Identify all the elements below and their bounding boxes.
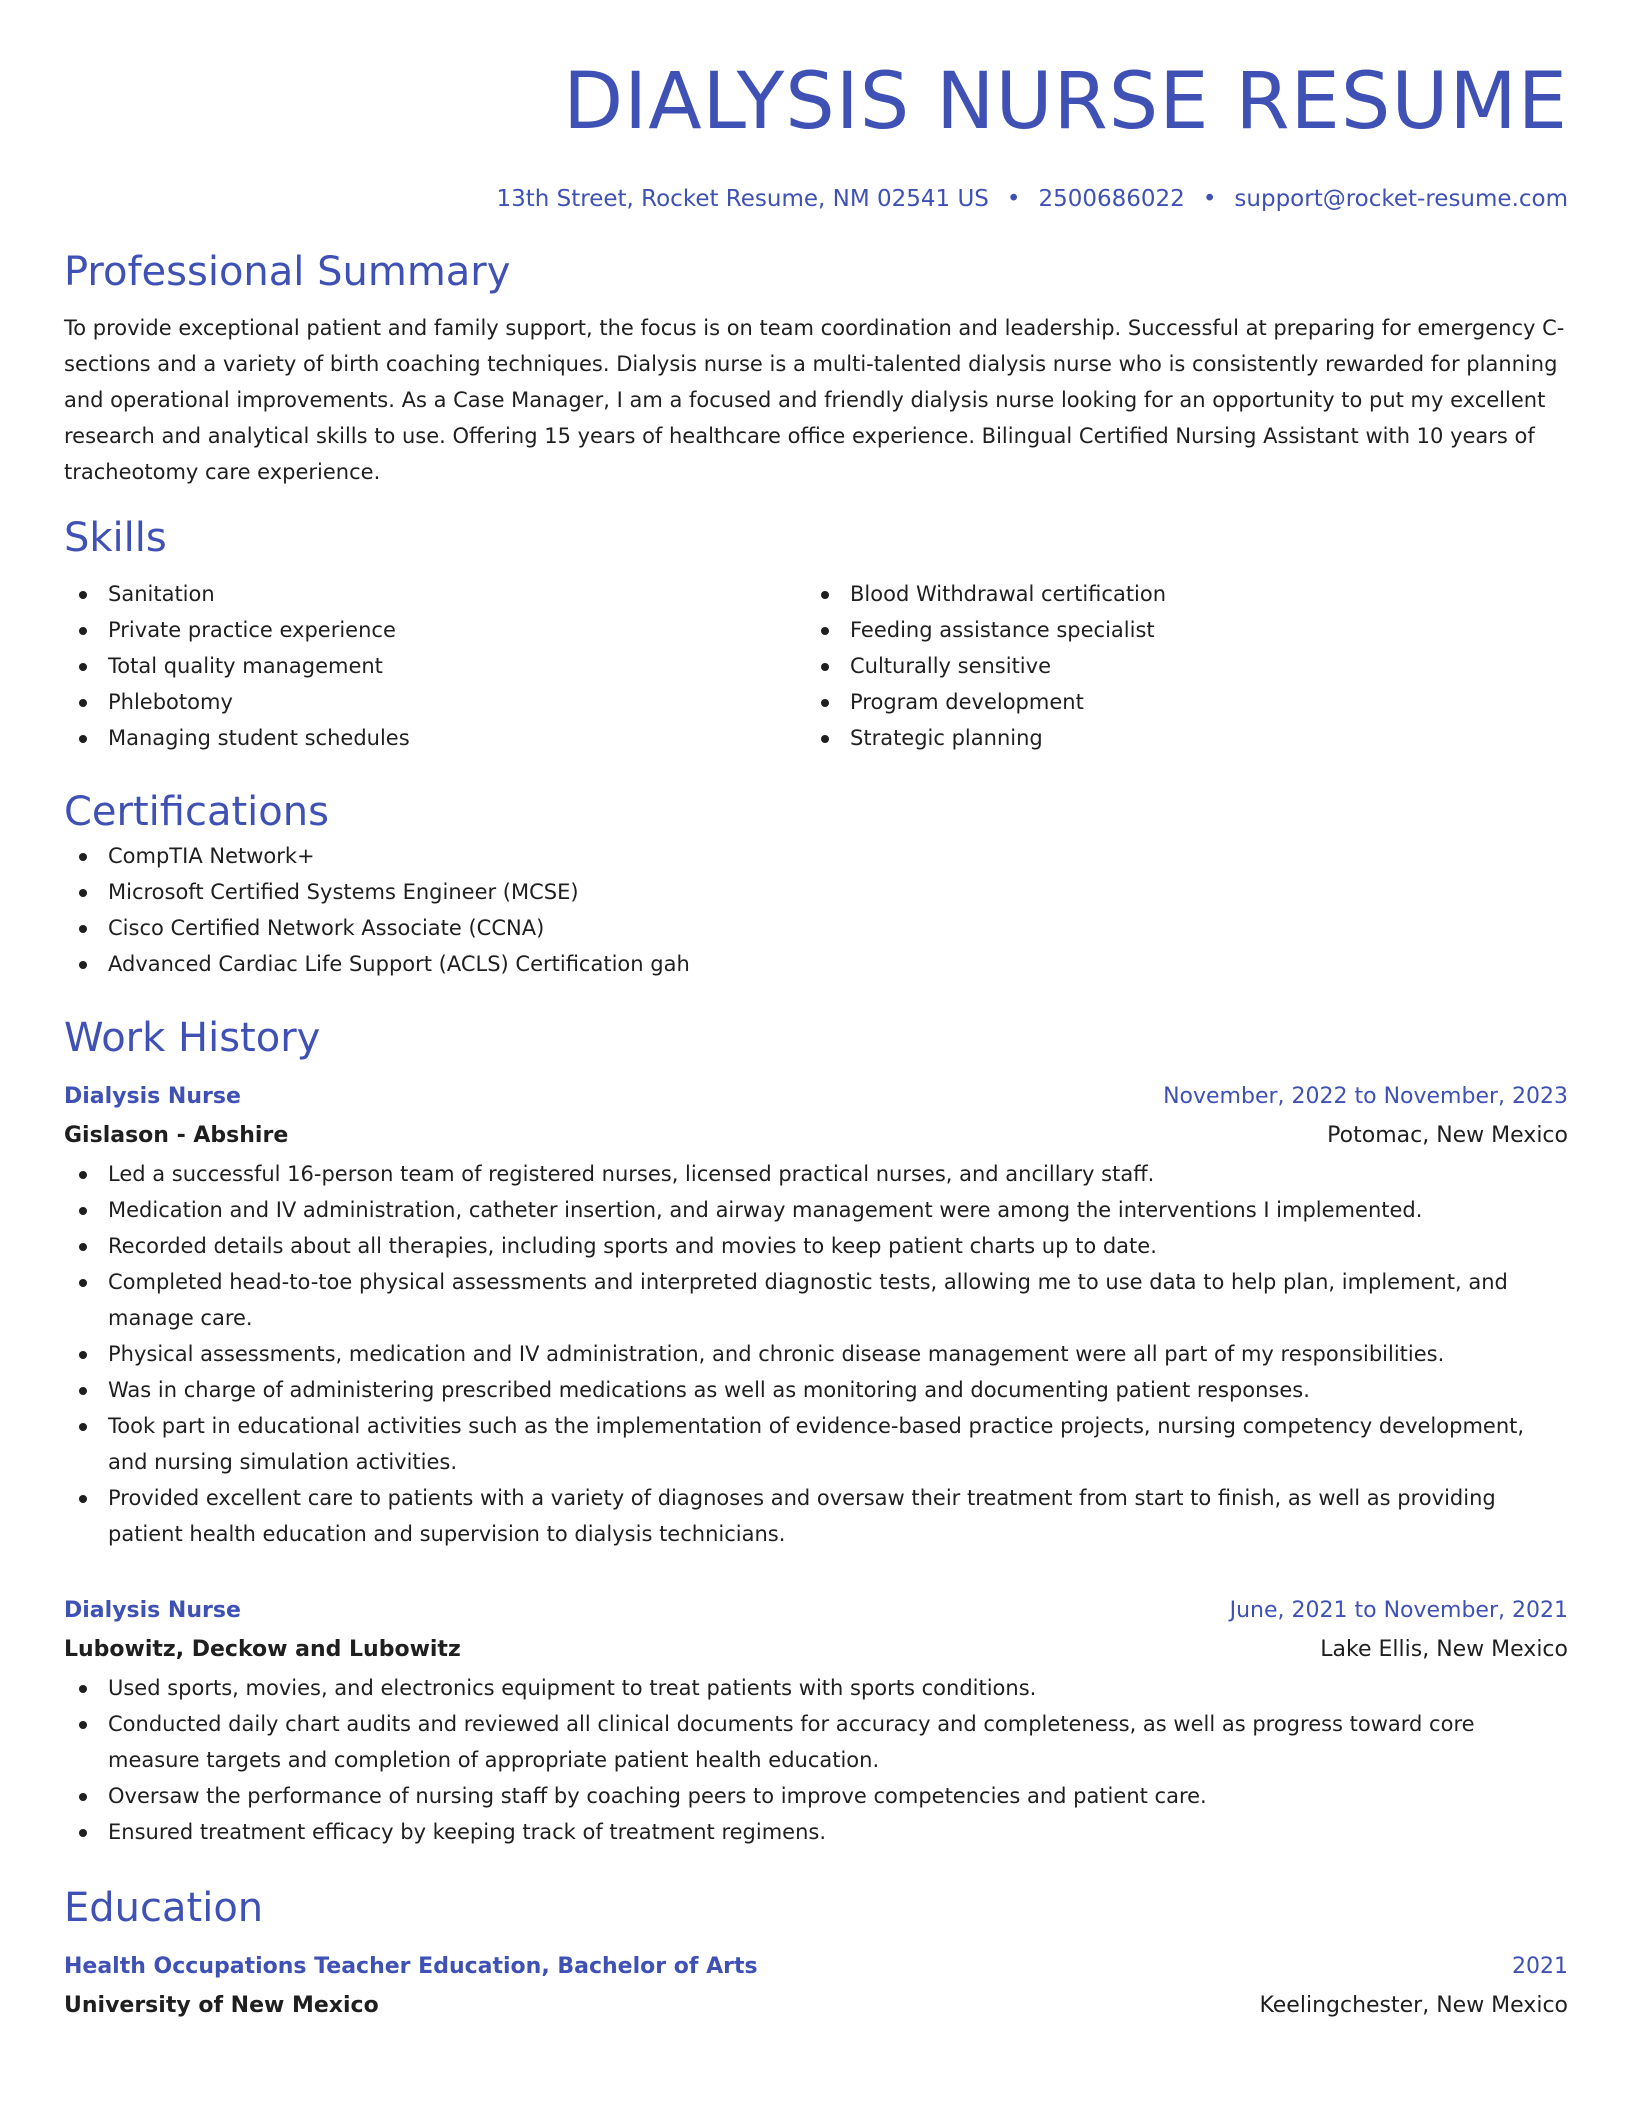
job-dates: June, 2021 to November, 2021: [1229, 1598, 1568, 1623]
skill-text: Feeding assistance specialist: [850, 618, 1155, 642]
bullet-icon: [79, 889, 87, 897]
list-item: [64, 1706, 1568, 1778]
skill-text: Culturally sensitive: [850, 654, 1051, 678]
list-item: [64, 910, 1568, 946]
bullet-icon: [79, 1351, 87, 1359]
bullet-icon: [79, 853, 87, 861]
contact-line: [64, 182, 1568, 216]
bullet-icon: [821, 699, 829, 707]
education-degree: Health Occupations Teacher Education, Bachelor of Arts: [64, 1954, 758, 1979]
list-item: [64, 838, 1568, 874]
skill-text: Total quality management: [108, 654, 383, 678]
certifications-list: [64, 838, 1568, 982]
resume-page: [64, 0, 1568, 2026]
list-item: [64, 1192, 1568, 1228]
skill-text: Private practice experience: [108, 618, 396, 642]
certification-text: Advanced Cardiac Life Support (ACLS) Certification gah: [108, 952, 690, 976]
summary-text: To provide exceptional patient and family support, the focus is on team coordination and leadership. Successful at preparing for emergency C-sections and a variety of birth coaching techniques. Dialysis nurse is a multi-talented dialysis nurse who is consistently rewarded for planning and operational improvements. As a Case Manager, I am a focused and friendly dialysis nurse looking for an opportunity to put my excellent research and analytical skills to use. Offering 15 years of healthcare office experience. Bilingual Certified Nursing Assistant with 10 years of tracheotomy care experience.: [64, 316, 1565, 484]
bullet-icon: [79, 1279, 87, 1287]
contact-separator: •: [1202, 186, 1217, 212]
bullet-icon: [821, 627, 829, 635]
bullet-icon: [79, 1829, 87, 1837]
certifications-heading: Certifications: [64, 789, 329, 835]
job-entry: [64, 1078, 1568, 1552]
address-text: 13th Street, Rocket Resume, NM 02541 US: [496, 186, 989, 212]
skills-columns: [64, 576, 1568, 756]
bullet-icon: [79, 663, 87, 671]
phone-text: 2500686022: [1038, 186, 1185, 212]
skill-text: Strategic planning: [850, 726, 1043, 750]
skill-text: Program development: [850, 690, 1084, 714]
bullet-icon: [79, 1495, 87, 1503]
duty-text: Recorded details about all therapies, including sports and movies to keep patient charts up to date.: [108, 1234, 1157, 1258]
job-location: Potomac, New Mexico: [1327, 1123, 1568, 1148]
list-item: [64, 1814, 1568, 1850]
education-heading: Education: [64, 1885, 264, 1931]
list-item: [64, 684, 806, 720]
bullet-icon: [79, 961, 87, 969]
duty-text: Was in charge of administering prescribed medications as well as monitoring and documenting patient responses.: [108, 1378, 1310, 1402]
list-item: [64, 946, 1568, 982]
list-item: [64, 648, 806, 684]
education-school-row: [64, 1986, 1568, 2026]
duty-text: Led a successful 16-person team of registered nurses, licensed practical nurses, and ancillary staff.: [108, 1162, 1155, 1186]
bullet-icon: [79, 1423, 87, 1431]
list-item: [64, 576, 806, 612]
job-dates: November, 2022 to November, 2023: [1163, 1084, 1568, 1109]
skills-heading: Skills: [64, 515, 167, 561]
duty-text: Oversaw the performance of nursing staff by coaching peers to improve competencies and patient care.: [108, 1784, 1207, 1808]
bullet-icon: [79, 1387, 87, 1395]
education-degree-row: [64, 1948, 1568, 1986]
list-item: [64, 612, 806, 648]
duty-text: Took part in educational activities such as the implementation of evidence-based practice projects, nursing competency development, and nursing simulation activities.: [108, 1414, 1525, 1474]
bullet-icon: [79, 591, 87, 599]
list-item: [64, 1372, 1568, 1408]
list-item: [806, 576, 1548, 612]
education-location: Keelingchester, New Mexico: [1259, 1993, 1568, 2018]
duty-text: Medication and IV administration, catheter insertion, and airway management were among the interventions I implemented.: [108, 1198, 1423, 1222]
job-title-row: [64, 1078, 1568, 1116]
email-text: support@rocket-resume.com: [1234, 186, 1568, 212]
skill-text: Phlebotomy: [108, 690, 233, 714]
job-location: Lake Ellis, New Mexico: [1320, 1637, 1568, 1662]
skills-list-right: [806, 576, 1548, 756]
bullet-icon: [79, 699, 87, 707]
education-year: 2021: [1512, 1954, 1568, 1979]
list-item: [64, 1336, 1568, 1372]
page-title: DIALYSIS NURSE RESUME: [563, 57, 1568, 147]
education-entry: [64, 1948, 1568, 2026]
bullet-icon: [79, 1793, 87, 1801]
certification-text: Microsoft Certified Systems Engineer (MCSE): [108, 880, 579, 904]
list-item: [64, 1228, 1568, 1264]
list-item: [64, 1670, 1568, 1706]
duty-text: Physical assessments, medication and IV administration, and chronic disease management were all part of my responsibilities.: [108, 1342, 1445, 1366]
list-item: [64, 1408, 1568, 1480]
job-company: Lubowitz, Deckow and Lubowitz: [64, 1637, 461, 1662]
list-item: [64, 874, 1568, 910]
skill-text: Managing student schedules: [108, 726, 410, 750]
certification-text: Cisco Certified Network Associate (CCNA): [108, 916, 545, 940]
work-history-heading: Work History: [64, 1015, 321, 1061]
job-entry: [64, 1592, 1568, 1850]
summary-heading: Professional Summary: [64, 249, 511, 295]
job-title: Dialysis Nurse: [64, 1598, 241, 1623]
list-item: [806, 612, 1548, 648]
bullet-icon: [79, 1685, 87, 1693]
list-item: [64, 1156, 1568, 1192]
education-school: University of New Mexico: [64, 1993, 379, 2018]
bullet-icon: [821, 663, 829, 671]
list-item: [64, 1778, 1568, 1814]
duty-text: Completed head-to-toe physical assessments and interpreted diagnostic tests, allowing me to use data to help plan, implement, and manage care.: [108, 1270, 1508, 1330]
job-company-row: [64, 1116, 1568, 1156]
skill-text: Sanitation: [108, 582, 215, 606]
job-title: Dialysis Nurse: [64, 1084, 241, 1109]
skills-column-left: [64, 576, 806, 756]
bullet-icon: [79, 1243, 87, 1251]
job-company: Gislason - Abshire: [64, 1123, 289, 1148]
bullet-icon: [79, 1207, 87, 1215]
list-item: [806, 720, 1548, 756]
list-item: [64, 1264, 1568, 1336]
bullet-icon: [79, 1721, 87, 1729]
bullet-icon: [79, 627, 87, 635]
list-item: [64, 720, 806, 756]
job-duties-list: [64, 1156, 1568, 1552]
job-title-row: [64, 1592, 1568, 1630]
skill-text: Blood Withdrawal certification: [850, 582, 1167, 606]
duty-text: Ensured treatment efficacy by keeping track of treatment regimens.: [108, 1820, 827, 1844]
bullet-icon: [79, 1171, 87, 1179]
certification-text: CompTIA Network+: [108, 844, 315, 868]
bullet-icon: [79, 925, 87, 933]
job-company-row: [64, 1630, 1568, 1670]
list-item: [64, 1480, 1568, 1552]
skills-column-right: [806, 576, 1548, 756]
list-item: [806, 684, 1548, 720]
duty-text: Provided excellent care to patients with a variety of diagnoses and oversaw their treatment from start to finish, as well as providing patient health education and supervision to dialysis technicians.: [108, 1486, 1496, 1546]
skills-list-left: [64, 576, 806, 756]
contact-separator: •: [1006, 186, 1021, 212]
bullet-icon: [821, 591, 829, 599]
duty-text: Used sports, movies, and electronics equipment to treat patients with sports conditions.: [108, 1676, 1037, 1700]
list-item: [806, 648, 1548, 684]
job-duties-list: [64, 1670, 1568, 1850]
bullet-icon: [821, 735, 829, 743]
duty-text: Conducted daily chart audits and reviewed all clinical documents for accuracy and completeness, as well as progress toward core measure targets and completion of appropriate patient health education.: [108, 1712, 1475, 1772]
bullet-icon: [79, 735, 87, 743]
